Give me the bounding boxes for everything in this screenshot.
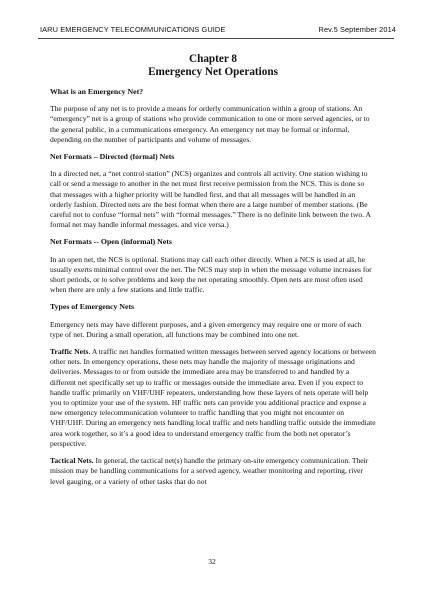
paragraph-types-of-nets: Emergency nets may have different purposes, and a given emergency may require one or more of each type of net. During a small operation, all functions may be combined into one net. [50, 319, 362, 339]
chapter-title: Emergency Net Operations [148, 66, 278, 78]
paragraph-tactical-nets [50, 456, 376, 487]
paragraph-what-is-emergency-net: The purpose of any net is to provide a means for orderly communication within a group of stations. An “emergency” net is a group of stations who provide communication to one or more served agencies, or to the general public, in a communications emergency. An emergency net may be formal or informal, depending on the number of participants and volume of messages. [50, 104, 370, 144]
section-heading-directed-nets: Net Formats – Directed (formal) Nets [50, 152, 175, 162]
section-heading-open-nets: Net Formats -- Open (informal) Nets [50, 237, 172, 247]
page-number: 32 [208, 557, 216, 566]
section-heading-types-of-nets: Types of Emergency Nets [50, 302, 135, 312]
revision-label: Rev.5 September 2014 [318, 25, 396, 34]
section-heading-what-is-emergency-net: What is an Emergency Net? [50, 87, 144, 96]
traffic-nets-body: . A traffic net handles formatted written messages between served agency locations or between other nets. In emergency operations, these nets may handle the majority of message originations and deliveries. Messages to or from outside the immediate area may be transferred to and handled by a different net specifically set up to traffic or messages outside the immediate area. Even if you expect to handle traffic primarily on VHF/UHF repeaters, understanding how these layers of nets operate will help you to optimize your use of the system. HF traffic nets can provide you additional practice and expose a new emergency telecommunication volunteer to traffic handling that you might not encounter on VHF/UHF. During an emergency nets handling local traffic and nets handling traffic outside the immediate area work together, so it’s a good idea to understand emergency traffic from the both net operator’s perspective. [50, 347, 376, 448]
tactical-nets-body: In general, the tactical net(s) handle the primary on-site emergency communication. Their mission may be handling communications for a served agency, weather monitoring and reporting, river level gauging, or a variety of other tasks that do not [50, 456, 369, 486]
running-header [40, 25, 396, 37]
chapter-number: Chapter 8 [189, 53, 237, 65]
guide-title: IARU EMERGENCY TELECOMMUNICATIONS GUIDE [40, 25, 226, 34]
page-content [50, 53, 376, 494]
header-rule [38, 38, 394, 39]
paragraph-open-nets: In an open net, the NCS is optional. Stations may call each other directly. When a NCS is used at all, he usually exerts minimal control over the net. The NCS may step in when the message volume increases for short periods, or to solve problems and keep the net operating smoothly. Open nets are most often used when there are only a few stations and little traffic. [50, 254, 372, 295]
paragraph-directed-nets: In a directed net, a “net control station” (NCS) organizes and controls all activity. One station wishing to call or send a message to another in the net must first receive permission from the NCS. This is done so that messages with a higher priority will be handled first, and that all messages will be handled in an orderly fashion. Directed nets are the best format when there are a large number of member stations. (Be careful not to confuse “formal nets” with “formal messages.” There is no definite link between the two. A formal net may handle informal messages, and vice versa.) [50, 169, 371, 230]
traffic-nets-lead: Traffic Nets [50, 347, 89, 357]
tactical-nets-lead: Tactical Nets. [50, 456, 94, 466]
paragraph-traffic-nets [50, 347, 376, 449]
